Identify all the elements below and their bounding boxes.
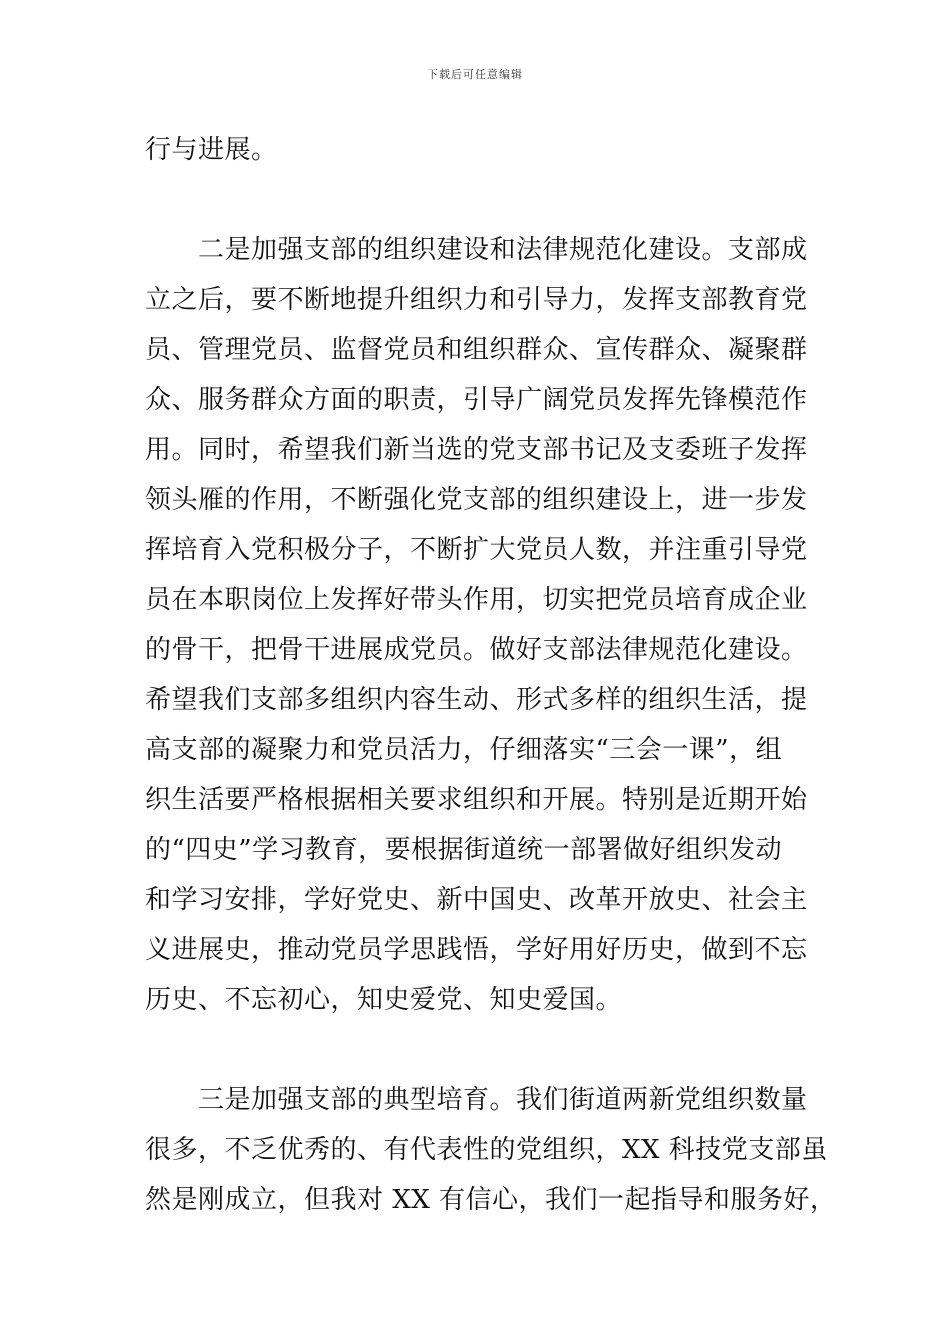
text-line: 行与进展。 xyxy=(145,135,278,165)
text-line: 和学习安排，学好党史、新中国史、改革开放史、社会主 xyxy=(145,885,808,915)
text-line: 员在本职岗位上发挥好带头作用，切实把党员培育成企业 xyxy=(145,585,808,615)
text-line: 用。同时，希望我们新当选的党支部书记及支委班子发挥 xyxy=(145,435,808,465)
text-line: 领头雁的作用，不断强化党支部的组织建设上，进一步发 xyxy=(145,485,808,515)
text-line: 三是加强支部的典型培育。我们街道两新党组织数量 xyxy=(145,1085,808,1115)
paragraph-gap xyxy=(145,1025,810,1075)
text-line: 二是加强支部的组织建设和法律规范化建设。支部成 xyxy=(145,235,808,265)
paragraph-gap xyxy=(145,175,810,225)
header-note: 下载后可任意编辑 xyxy=(427,68,523,81)
text-line: 历史、不忘初心，知史爱党、知史爱国。 xyxy=(145,985,623,1015)
text-line: 挥培育入党积极分子，不断扩大党员人数，并注重引导党 xyxy=(145,535,808,565)
body-text xyxy=(145,125,837,1225)
text-line: 立之后，要不断地提升组织力和引导力，发挥支部教育党 xyxy=(145,285,808,315)
text-line: 织生活要严格根据相关要求组织和开展。特别是近期开始 xyxy=(145,785,808,815)
text-line: 员、管理党员、监督党员和组织群众、宣传群众、凝聚群 xyxy=(145,335,808,365)
text-line: 然是刚成立，但我对 XX 有信心，我们一起指导和服务好， xyxy=(145,1185,837,1215)
text-line: 的“四史”学习教育，要根据街道统一部署做好组织发动 xyxy=(145,835,783,865)
text-line: 很多，不乏优秀的、有代表性的党组织，XX 科技党支部虽 xyxy=(145,1135,828,1165)
text-line: 义进展史，推动党员学思践悟，学好用好历史，做到不忘 xyxy=(145,935,808,965)
text-line: 高支部的凝聚力和党员活力，仔细落实“三会一课”，组 xyxy=(145,735,783,765)
text-line: 希望我们支部多组织内容生动、形式多样的组织生活，提 xyxy=(145,685,808,715)
text-line: 众、服务群众方面的职责，引导广阔党员发挥先锋模范作 xyxy=(145,385,808,415)
text-line: 的骨干，把骨干进展成党员。做好支部法律规范化建设。 xyxy=(145,635,808,665)
